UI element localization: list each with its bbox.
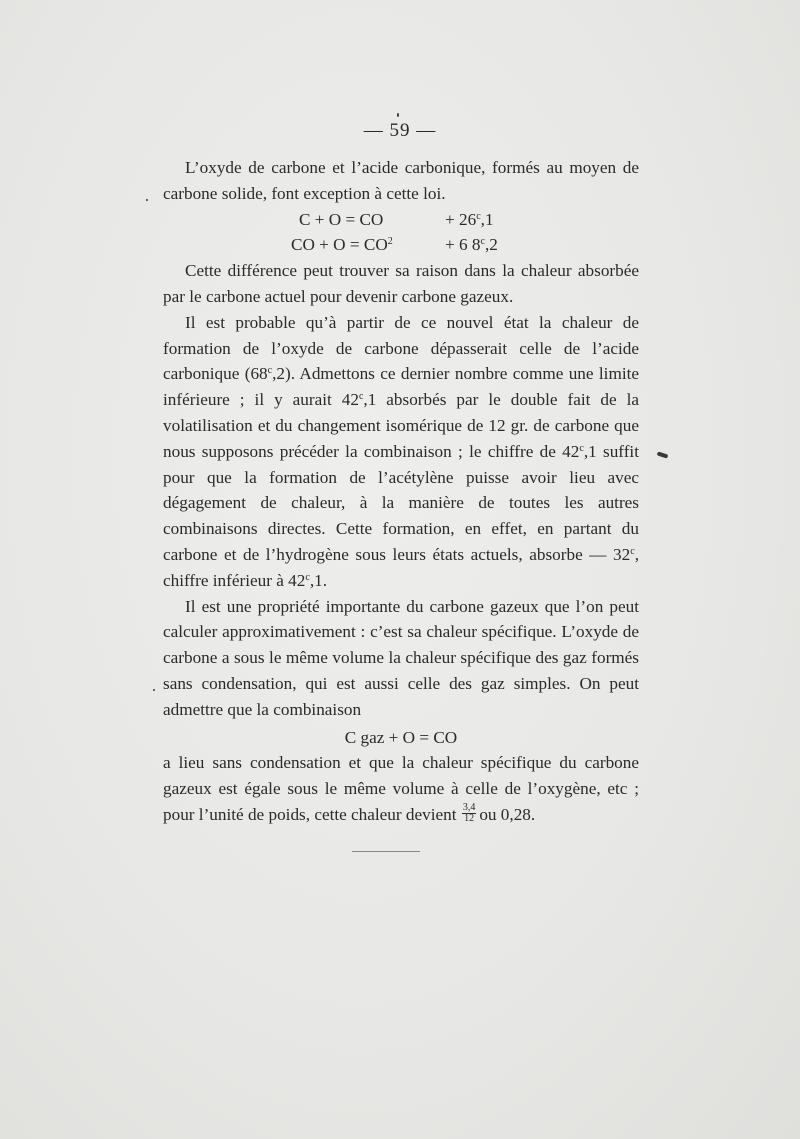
equation-1-lhs: C + O = CO (299, 209, 384, 229)
body-text (163, 155, 639, 828)
paragraph-4: Il est une propriété importante du carbone gazeux que l’on peut calculer approximativement : c’est sa chaleur spécifique. L’oxyde de carbone a sous le même volume la chaleur spécifique des gaz formés sans condensation, qui est aussi celle des gaz simples. On peut admettre que la combinaison (163, 596, 639, 719)
end-rule (352, 851, 420, 852)
equation-2 (163, 232, 639, 258)
equation-3: C gaz + O = CO (344, 727, 458, 747)
equation-2-lhs: CO + $O = CO^2$ (291, 235, 393, 255)
equation-2-rhs: + 6 8$^c$,2 (445, 235, 498, 255)
ink-speck (153, 689, 155, 691)
paragraph-3: Il est probable qu’à partir de ce nouvel état la chaleur de formation de l’oxyde de carbone dépasserait celle de l’acide carbonique (68$^c$,2). Admettons ce dernier nombre comme une limite inférieure ; il y aurait 42$^c$,1 absorbés par le double fait de la volatilisation et du changement isomérique de 12 gr. de carbone que nous supposons précéder la combinaison ; le chiffre de 42$^c$,1 suffit pour que la formation de l’acétylène puisse avoir lieu avec dégagement de chaleur, à la manière de toutes les autres combinaisons directes. Cette formation, en effet, en partant du carbone et de l’hydrogène sous leurs états actuels, absorbe — 32$^c$, chiffre inférieur à 42$^c$,1. (163, 312, 640, 590)
ink-speck (657, 451, 669, 458)
page-number: — 59 — (363, 120, 437, 141)
paragraph-2: Cette différence peut trouver sa raison dans la chaleur absorbée par le carbone actuel pour devenir carbone gazeux. (163, 261, 639, 306)
equation-1-rhs: + $26^c,1$ (445, 209, 494, 229)
paragraph-1: L’oxyde de carbone et l’acide carbonique, formés au moyen de carbone solide, font exception à cette loi. (163, 158, 639, 203)
paragraph-5: a lieu sans condensation et que la chaleur spécifique du carbone gazeux est égale sous le même volume à celle de l’oxygène, etc ; pour l’unité de poids, cette chaleur devient $\frac{3,4}{12}$ ou 0,28. (163, 753, 639, 825)
ink-speck (146, 199, 148, 201)
ink-speck (397, 113, 399, 117)
fraction: $\frac{3,4}{12}$ (462, 802, 476, 825)
equation-1 (163, 207, 639, 233)
